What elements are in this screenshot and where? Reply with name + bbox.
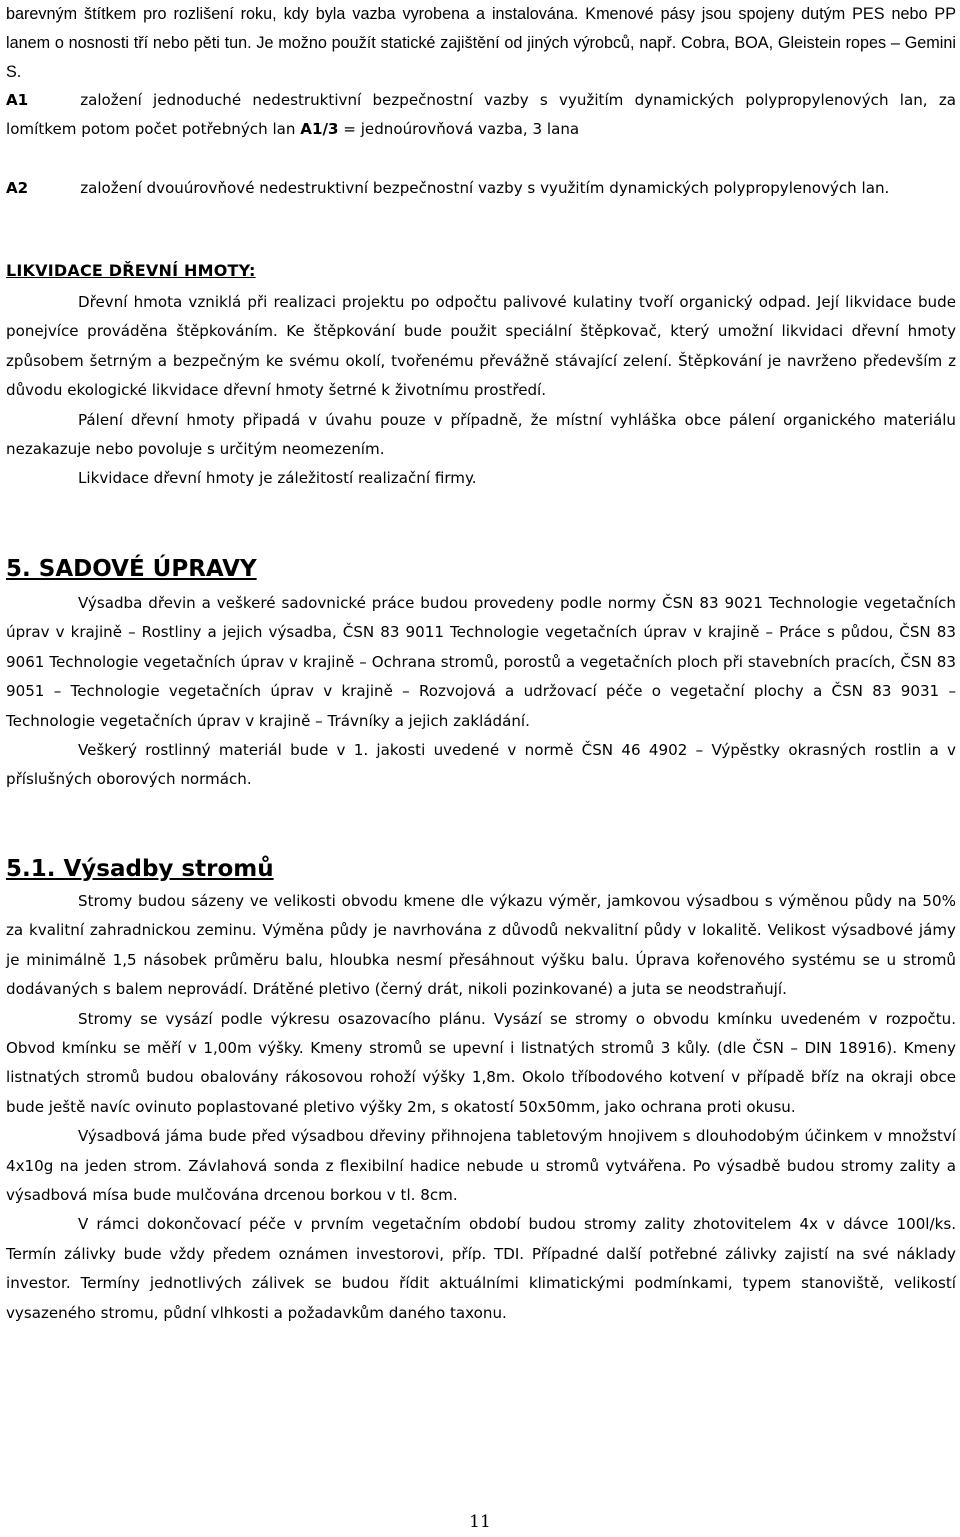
- intro-paragraph: barevným štítkem pro rozlišení roku, kdy byla vazba vyrobena a instalována. Kmenové pásy jsou spojeny dutým PES nebo PP lanem o nosnosti tří nebo pěti tun. Je možno použít statické zajištění od jiných výrobců, např. Cobra, BOA, Gleistein ropes – Gemini S.: [6, 5, 956, 81]
- page-number: 11: [469, 1512, 491, 1532]
- wood-disposal-paragraph-3: Likvidace dřevní hmoty je záležitostí realizační firmy.: [78, 469, 477, 488]
- section-5-1-paragraph-4: V rámci dokončovací péče v prvním vegetačním období budou stromy zality zhotovitelem 4x v dávce 100l/ks. Termín zálivky bude vždy předem oznámen investorovi, příp. TDI. Případné další potřebné zálivky zajistí na své náklady investor. Termíny jednotlivých zálivek se budou řídit aktuálními klimatickými podmínkami, typem stanoviště, velikostí vysazeného stromu, půdní vlhkosti a požadavkům daného taxonu.: [6, 1215, 956, 1322]
- definition-a1-text: založení jednoduché nedestruktivní bezpečnostní vazby s využitím dynamických polypropylenových lan, za lomítkem potom počet potřebných lan: [6, 91, 956, 139]
- definition-a2: [6, 174, 956, 203]
- section-5-1-heading: 5.1. Výsadby stromů: [6, 856, 274, 882]
- section-5-body: [6, 589, 956, 795]
- definition-a1-3-text: = jednoúrovňová vazba, 3 lana: [343, 120, 580, 139]
- section-5-1-paragraph-1: Stromy budou sázeny ve velikosti obvodu kmene dle výkazu výměr, jamkovou výsadbou s výměnou půdy na 50% za kvalitní zahradnickou zeminu. Výměna půdy je navrhována z důvodů nekvalitní půdy v lokalitě. Velikost výsadbové jámy je minimálně 1,5 násobek průměru balu, hloubka nesmí přesáhnout výšku balu. Úprava kořenového systému se u stromů dodávaných s balem neprovádí. Drátěné pletivo (černý drát, nikoli pozinkované) a juta se neodstraňují.: [6, 892, 956, 999]
- wood-disposal-heading: LIKVIDACE DŘEVNÍ HMOTY:: [6, 261, 256, 280]
- section-5-paragraph-2: Veškerý rostlinný materiál bude v 1. jakosti uvedené v normě ČSN 46 4902 – Výpěstky okrasných rostlin a v příslušných oborových normách.: [6, 741, 956, 789]
- wood-disposal-paragraph-1: Dřevní hmota vzniklá při realizaci projektu po odpočtu palivové kulatiny tvoří organický odpad. Její likvidace bude ponejvíce prováděna štěpkováním. Ke štěpkování bude použit speciální štěpkovač, který umožní likvidaci dřevní hmoty způsobem šetrným a bezpečným ke svému okolí, tvořenému převážně stávající zelení. Štěpkování je navrženo především z důvodu ekologické likvidace dřevní hmoty šetrné k životnímu prostředí.: [6, 293, 956, 400]
- term-a1: A1: [6, 91, 29, 109]
- section-5-heading: 5. SADOVÉ ÚPRAVY: [6, 556, 257, 582]
- section-5-1-paragraph-3: Výsadbová jáma bude před výsadbou dřeviny přihnojena tabletovým hnojivem s dlouhodobým účinkem v množství 4x10g na jeden strom. Závlahová sonda z flexibilní hadice nebude u stromů vytvářena. Po výsadbě budou stromy zality a výsadbová mísa bude mulčována drcenou borkou v tl. 8cm.: [6, 1127, 956, 1205]
- definition-a2-text: založení dvouúrovňové nedestruktivní bezpečnostní vazby s využitím dynamických polypropylenových lan.: [80, 179, 890, 197]
- section-5-1-body: [6, 887, 956, 1328]
- section-5-paragraph-1: Výsadba dřevin a veškeré sadovnické práce budou provedeny podle normy ČSN 83 9021 Technologie vegetačních úprav v krajině – Rostliny a jejich výsadba, ČSN 83 9011 Technologie vegetačních úprav v krajině – Práce s půdou, ČSN 83 9061 Technologie vegetačních úprav v krajině – Ochrana stromů, porostů a vegetačních ploch při stavebních pracích, ČSN 83 9051 – Technologie vegetačních úprav v krajině – Rozvojová a udržovací péče o vegetační plochy a ČSN 83 9031 – Technologie vegetačních úprav v krajině – Trávníky a jejich zakládání.: [6, 594, 956, 730]
- wood-disposal-body: [6, 288, 956, 494]
- definition-a1: [6, 86, 956, 145]
- term-a2: A2: [6, 179, 29, 197]
- wood-disposal-paragraph-2: Pálení dřevní hmoty připadá v úvahu pouze v případně, že místní vyhláška obce pálení organického materiálu nezakazuje nebo povoluje s určitým neomezením.: [6, 410, 956, 459]
- section-5-1-paragraph-2: Stromy se vysází podle výkresu osazovacího plánu. Vysází se stromy o obvodu kmínku uvedeném v rozpočtu. Obvod kmínku se měří v 1,00m výšky. Kmeny stromů se upevní i listnatých stromů 3 kůly. (dle ČSN – DIN 18916). Kmeny listnatých stromů budou obalovány rákosovou rohoží výšky 1,8m. Okolo tříbodového kotvení v případě bříz na okraji obce bude ještě navíc ovinuto poplastované pletivo výšky 2m, s okatostí 50x50mm, jako ochrana proti okusu.: [6, 1009, 956, 1116]
- term-a1-3: A1/3: [300, 120, 339, 139]
